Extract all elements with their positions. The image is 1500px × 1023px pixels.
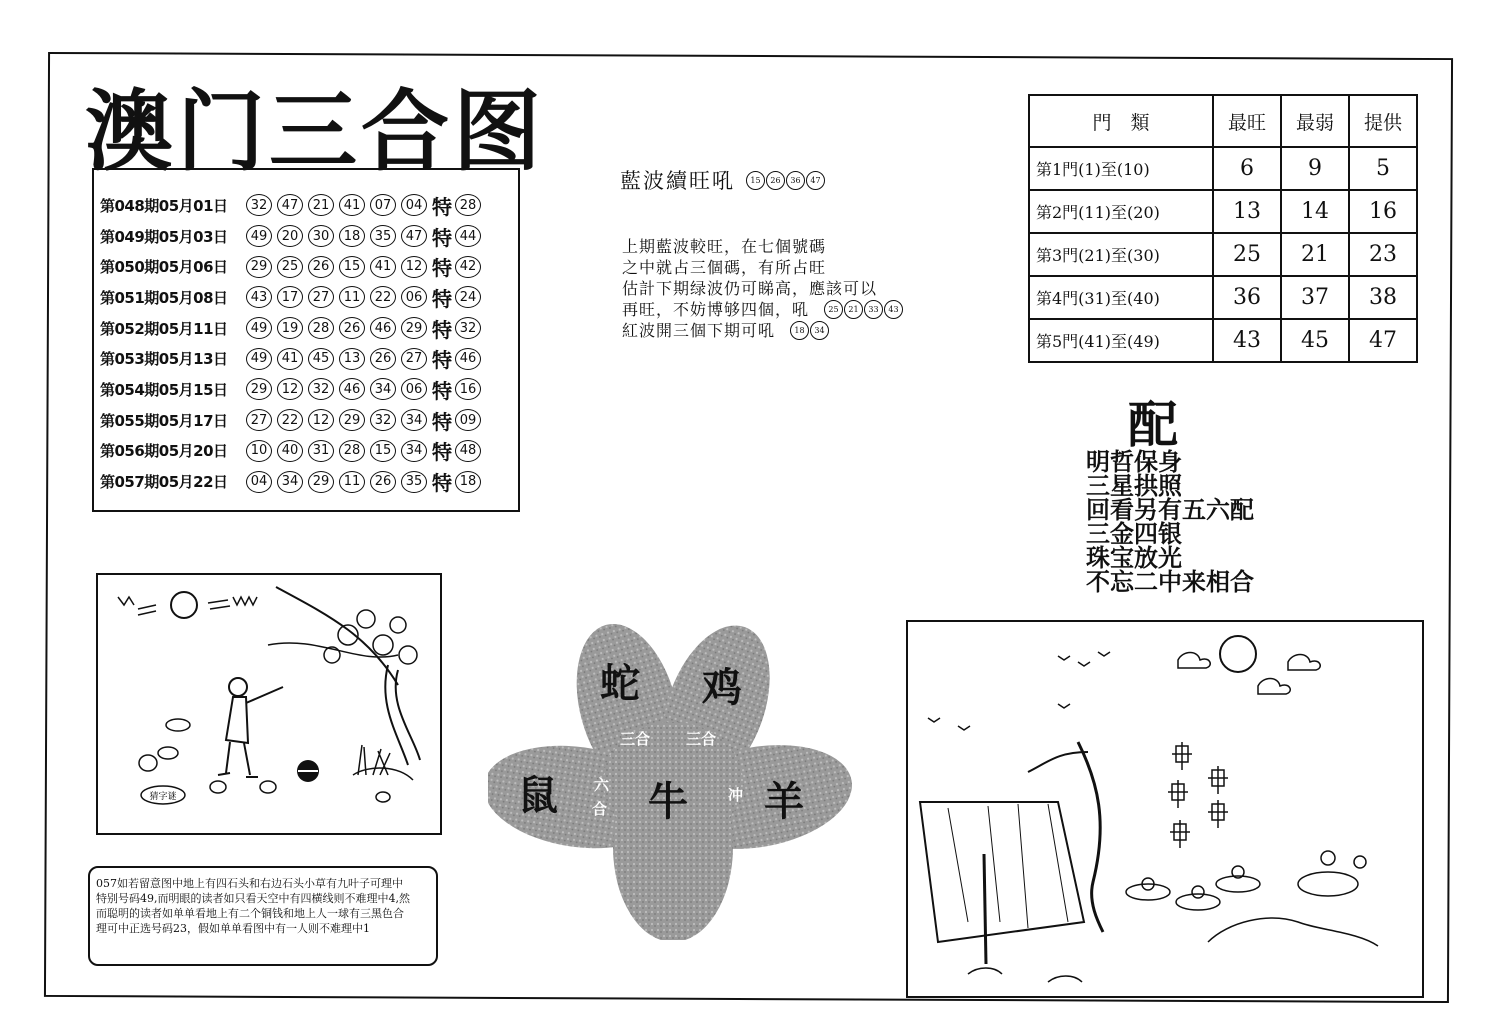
note-line: 057如若留意图中地上有四石头和右边石头小草有九叶子可理中 (96, 877, 403, 890)
result-ball: 47 (277, 194, 303, 216)
result-ball: 49 (246, 348, 272, 370)
result-ball: 26 (308, 256, 334, 278)
liu-label: 六 (594, 776, 610, 794)
zone-tip: 38 (1349, 276, 1417, 319)
result-ball: 06 (401, 286, 427, 308)
blue-analysis-line (622, 320, 903, 341)
blue-heading-balls (745, 171, 825, 190)
result-ball: 07 (370, 194, 396, 216)
result-ball: 26 (370, 471, 396, 493)
special-ball: 32 (455, 317, 481, 339)
blue-analysis-ball: 43 (884, 300, 903, 319)
blue-analysis-line (622, 236, 903, 257)
result-ball: 30 (308, 225, 334, 247)
zone-range: 第2門(11)至(20) (1029, 190, 1213, 233)
poem-line: 三金四银 (1086, 519, 1182, 548)
result-period-label: 第048期05月01日 (100, 196, 228, 215)
blue-analysis-text: 紅波開三個下期可吼 (622, 321, 776, 340)
tree-icon (1078, 742, 1103, 932)
result-ball: 12 (277, 378, 303, 400)
zone-row (1029, 190, 1417, 233)
blue-heading-ball: 15 (746, 171, 765, 190)
result-ball: 46 (339, 378, 365, 400)
blue-heading (620, 165, 825, 195)
zone-hot: 13 (1213, 190, 1281, 233)
result-ball: 29 (308, 471, 334, 493)
blue-analysis-ball: 33 (864, 300, 883, 319)
zone-cold: 45 (1281, 319, 1349, 362)
result-period-label: 第057期05月22日 (100, 473, 228, 492)
result-ball: 47 (401, 225, 427, 247)
zone-hot: 6 (1213, 147, 1281, 190)
sanhe-label-right: 三合 (686, 730, 717, 748)
blue-analysis-text: 上期藍波較旺，在七個號碼 (622, 237, 827, 256)
boy-garden-illustration (98, 575, 440, 833)
zone-cold: 9 (1281, 147, 1349, 190)
result-ball: 49 (246, 317, 272, 339)
result-period-label: 第049期05月03日 (100, 227, 228, 246)
blue-heading-ball: 47 (806, 171, 825, 190)
riddle-note (88, 866, 438, 966)
result-ball: 34 (277, 471, 303, 493)
special-marker: 特 (432, 194, 452, 219)
special-ball: 48 (455, 440, 481, 462)
zone-header-category: 門 類 (1029, 95, 1213, 147)
result-ball: 41 (339, 194, 365, 216)
blue-analysis-ball: 21 (844, 300, 863, 319)
result-ball: 29 (339, 409, 365, 431)
result-ball: 43 (246, 286, 272, 308)
result-ball: 20 (277, 225, 303, 247)
blue-heading-ball: 36 (786, 171, 805, 190)
zone-row (1029, 319, 1417, 362)
landscape-illustration (908, 622, 1422, 996)
zodiac-ox: 牛 (648, 778, 688, 825)
poem-line: 三星拱照 (1086, 471, 1182, 500)
result-row (100, 436, 518, 467)
result-ball: 18 (339, 225, 365, 247)
result-ball: 22 (277, 409, 303, 431)
result-ball: 27 (401, 348, 427, 370)
note-line: 而聪明的读者如单单看地上有二个铜钱和地上人一球有三黑色合 (96, 907, 404, 920)
result-ball: 12 (308, 409, 334, 431)
special-marker: 特 (432, 256, 452, 281)
zodiac-rat: 鼠 (518, 772, 558, 819)
special-ball: 18 (455, 471, 481, 493)
zone-tip: 23 (1349, 233, 1417, 276)
special-marker: 特 (432, 348, 452, 373)
zone-hot: 36 (1213, 276, 1281, 319)
result-ball: 32 (370, 409, 396, 431)
zodiac-rooster: 鸡 (702, 664, 742, 711)
result-ball: 41 (370, 256, 396, 278)
zone-row (1029, 276, 1417, 319)
moon-icon (1220, 636, 1256, 672)
result-ball: 04 (401, 194, 427, 216)
poem-line: 珠宝放光 (1086, 543, 1182, 572)
picture-stamp: 猜字谜 (149, 792, 177, 802)
zone-table (1028, 94, 1418, 363)
blue-heading-ball: 26 (766, 171, 785, 190)
result-ball: 34 (401, 409, 427, 431)
zone-header-tip: 提供 (1349, 95, 1417, 147)
result-ball: 32 (246, 194, 272, 216)
zone-cold: 21 (1281, 233, 1349, 276)
result-ball: 27 (308, 286, 334, 308)
blue-analysis (622, 236, 903, 341)
poem-line: 不忘二中来相合 (1086, 567, 1254, 596)
blue-analysis-line (622, 299, 903, 320)
result-ball: 29 (246, 378, 272, 400)
riddle-picture-left (96, 573, 442, 835)
result-ball: 28 (339, 440, 365, 462)
special-marker: 特 (432, 378, 452, 403)
special-marker: 特 (432, 286, 452, 311)
result-ball: 27 (246, 409, 272, 431)
result-ball: 11 (339, 471, 365, 493)
result-ball: 29 (401, 317, 427, 339)
result-ball: 21 (308, 194, 334, 216)
result-ball: 17 (277, 286, 303, 308)
result-period-label: 第053期05月13日 (100, 350, 228, 369)
special-ball: 28 (455, 194, 481, 216)
zodiac-goat: 羊 (764, 778, 804, 825)
result-ball: 49 (246, 225, 272, 247)
result-ball: 29 (246, 256, 272, 278)
result-period-label: 第051期05月08日 (100, 288, 228, 307)
result-row (100, 374, 518, 405)
result-row (100, 466, 518, 497)
result-ball: 06 (401, 378, 427, 400)
result-ball: 34 (370, 378, 396, 400)
blue-analysis-text: 估計下期绿波仍可睇高，應該可以 (622, 279, 878, 298)
result-row (100, 251, 518, 282)
result-row (100, 190, 518, 221)
result-ball: 40 (277, 440, 303, 462)
riddle-picture-right (906, 620, 1424, 998)
zone-range: 第1門(1)至(10) (1029, 147, 1213, 190)
pei-title: 配 (1128, 395, 1178, 454)
blue-heading-text: 藍波續旺吼 (620, 169, 735, 193)
zone-hot: 43 (1213, 319, 1281, 362)
special-marker: 特 (432, 440, 452, 465)
result-ball: 25 (277, 256, 303, 278)
special-marker: 特 (432, 409, 452, 434)
zone-row (1029, 233, 1417, 276)
special-ball: 16 (455, 378, 481, 400)
result-ball: 04 (246, 471, 272, 493)
result-ball: 13 (339, 348, 365, 370)
he-label: 合 (592, 800, 608, 818)
zone-range: 第3門(21)至(30) (1029, 233, 1213, 276)
result-ball: 41 (277, 348, 303, 370)
zodiac-snake: 蛇 (600, 660, 640, 707)
result-ball: 28 (308, 317, 334, 339)
zone-cold: 37 (1281, 276, 1349, 319)
blue-analysis-ball: 34 (810, 321, 829, 340)
zone-header-cold: 最弱 (1281, 95, 1349, 147)
boy-figure (218, 678, 283, 777)
result-ball: 15 (339, 256, 365, 278)
zone-range: 第5門(41)至(49) (1029, 319, 1213, 362)
zone-cold: 14 (1281, 190, 1349, 233)
special-marker: 特 (432, 225, 452, 250)
result-ball: 10 (246, 440, 272, 462)
result-row (100, 343, 518, 374)
result-row (100, 282, 518, 313)
special-marker: 特 (432, 471, 452, 496)
pei-poem (1086, 447, 1254, 596)
blue-analysis-ball: 25 (824, 300, 843, 319)
result-ball: 45 (308, 348, 334, 370)
result-ball: 19 (277, 317, 303, 339)
result-row (100, 313, 518, 344)
zodiac-flower (488, 622, 858, 940)
zone-tip: 5 (1349, 147, 1417, 190)
result-ball: 26 (370, 348, 396, 370)
result-ball: 11 (339, 286, 365, 308)
special-marker: 特 (432, 317, 452, 342)
sanhe-label-left: 三合 (620, 730, 651, 748)
zone-row (1029, 147, 1417, 190)
zone-tip: 47 (1349, 319, 1417, 362)
note-line: 特别号码49,而明眼的读者如只看天空中有四横线则不难理中4,然 (96, 892, 410, 905)
zone-tip: 16 (1349, 190, 1417, 233)
blue-analysis-line (622, 278, 903, 299)
special-ball: 46 (455, 348, 481, 370)
results-table (92, 168, 520, 512)
result-ball: 31 (308, 440, 334, 462)
result-ball: 34 (401, 440, 427, 462)
result-ball: 22 (370, 286, 396, 308)
special-ball: 44 (455, 225, 481, 247)
result-ball: 15 (370, 440, 396, 462)
result-period-label: 第050期05月06日 (100, 258, 228, 277)
result-row (100, 221, 518, 252)
result-period-label: 第056期05月20日 (100, 442, 228, 461)
result-ball: 12 (401, 256, 427, 278)
sun-icon (171, 592, 197, 618)
result-period-label: 第054期05月15日 (100, 380, 228, 399)
poem-line: 明哲保身 (1086, 447, 1182, 476)
blue-analysis-line (622, 257, 903, 278)
result-row (100, 405, 518, 436)
zone-range: 第4門(31)至(40) (1029, 276, 1213, 319)
blue-analysis-text: 之中就占三個碼，有所占旺 (622, 258, 827, 277)
result-ball: 32 (308, 378, 334, 400)
poem-line: 回看另有五六配 (1086, 495, 1254, 524)
result-period-label: 第052期05月11日 (100, 319, 228, 338)
result-ball: 26 (339, 317, 365, 339)
special-ball: 24 (455, 286, 481, 308)
page-title: 澳门三合图 (85, 80, 546, 183)
note-line: 理可中正选号码23，假如单单看图中有一人则不难理中1 (96, 922, 370, 935)
blue-analysis-ball: 18 (790, 321, 809, 340)
zone-header-hot: 最旺 (1213, 95, 1281, 147)
result-ball: 46 (370, 317, 396, 339)
result-period-label: 第055期05月17日 (100, 411, 228, 430)
blue-analysis-text: 再旺，不妨博够四個，吼 (622, 300, 810, 319)
chong-label: 冲 (728, 786, 744, 804)
special-ball: 09 (455, 409, 481, 431)
result-ball: 35 (370, 225, 396, 247)
result-ball: 35 (401, 471, 427, 493)
special-ball: 42 (455, 256, 481, 278)
zone-hot: 25 (1213, 233, 1281, 276)
